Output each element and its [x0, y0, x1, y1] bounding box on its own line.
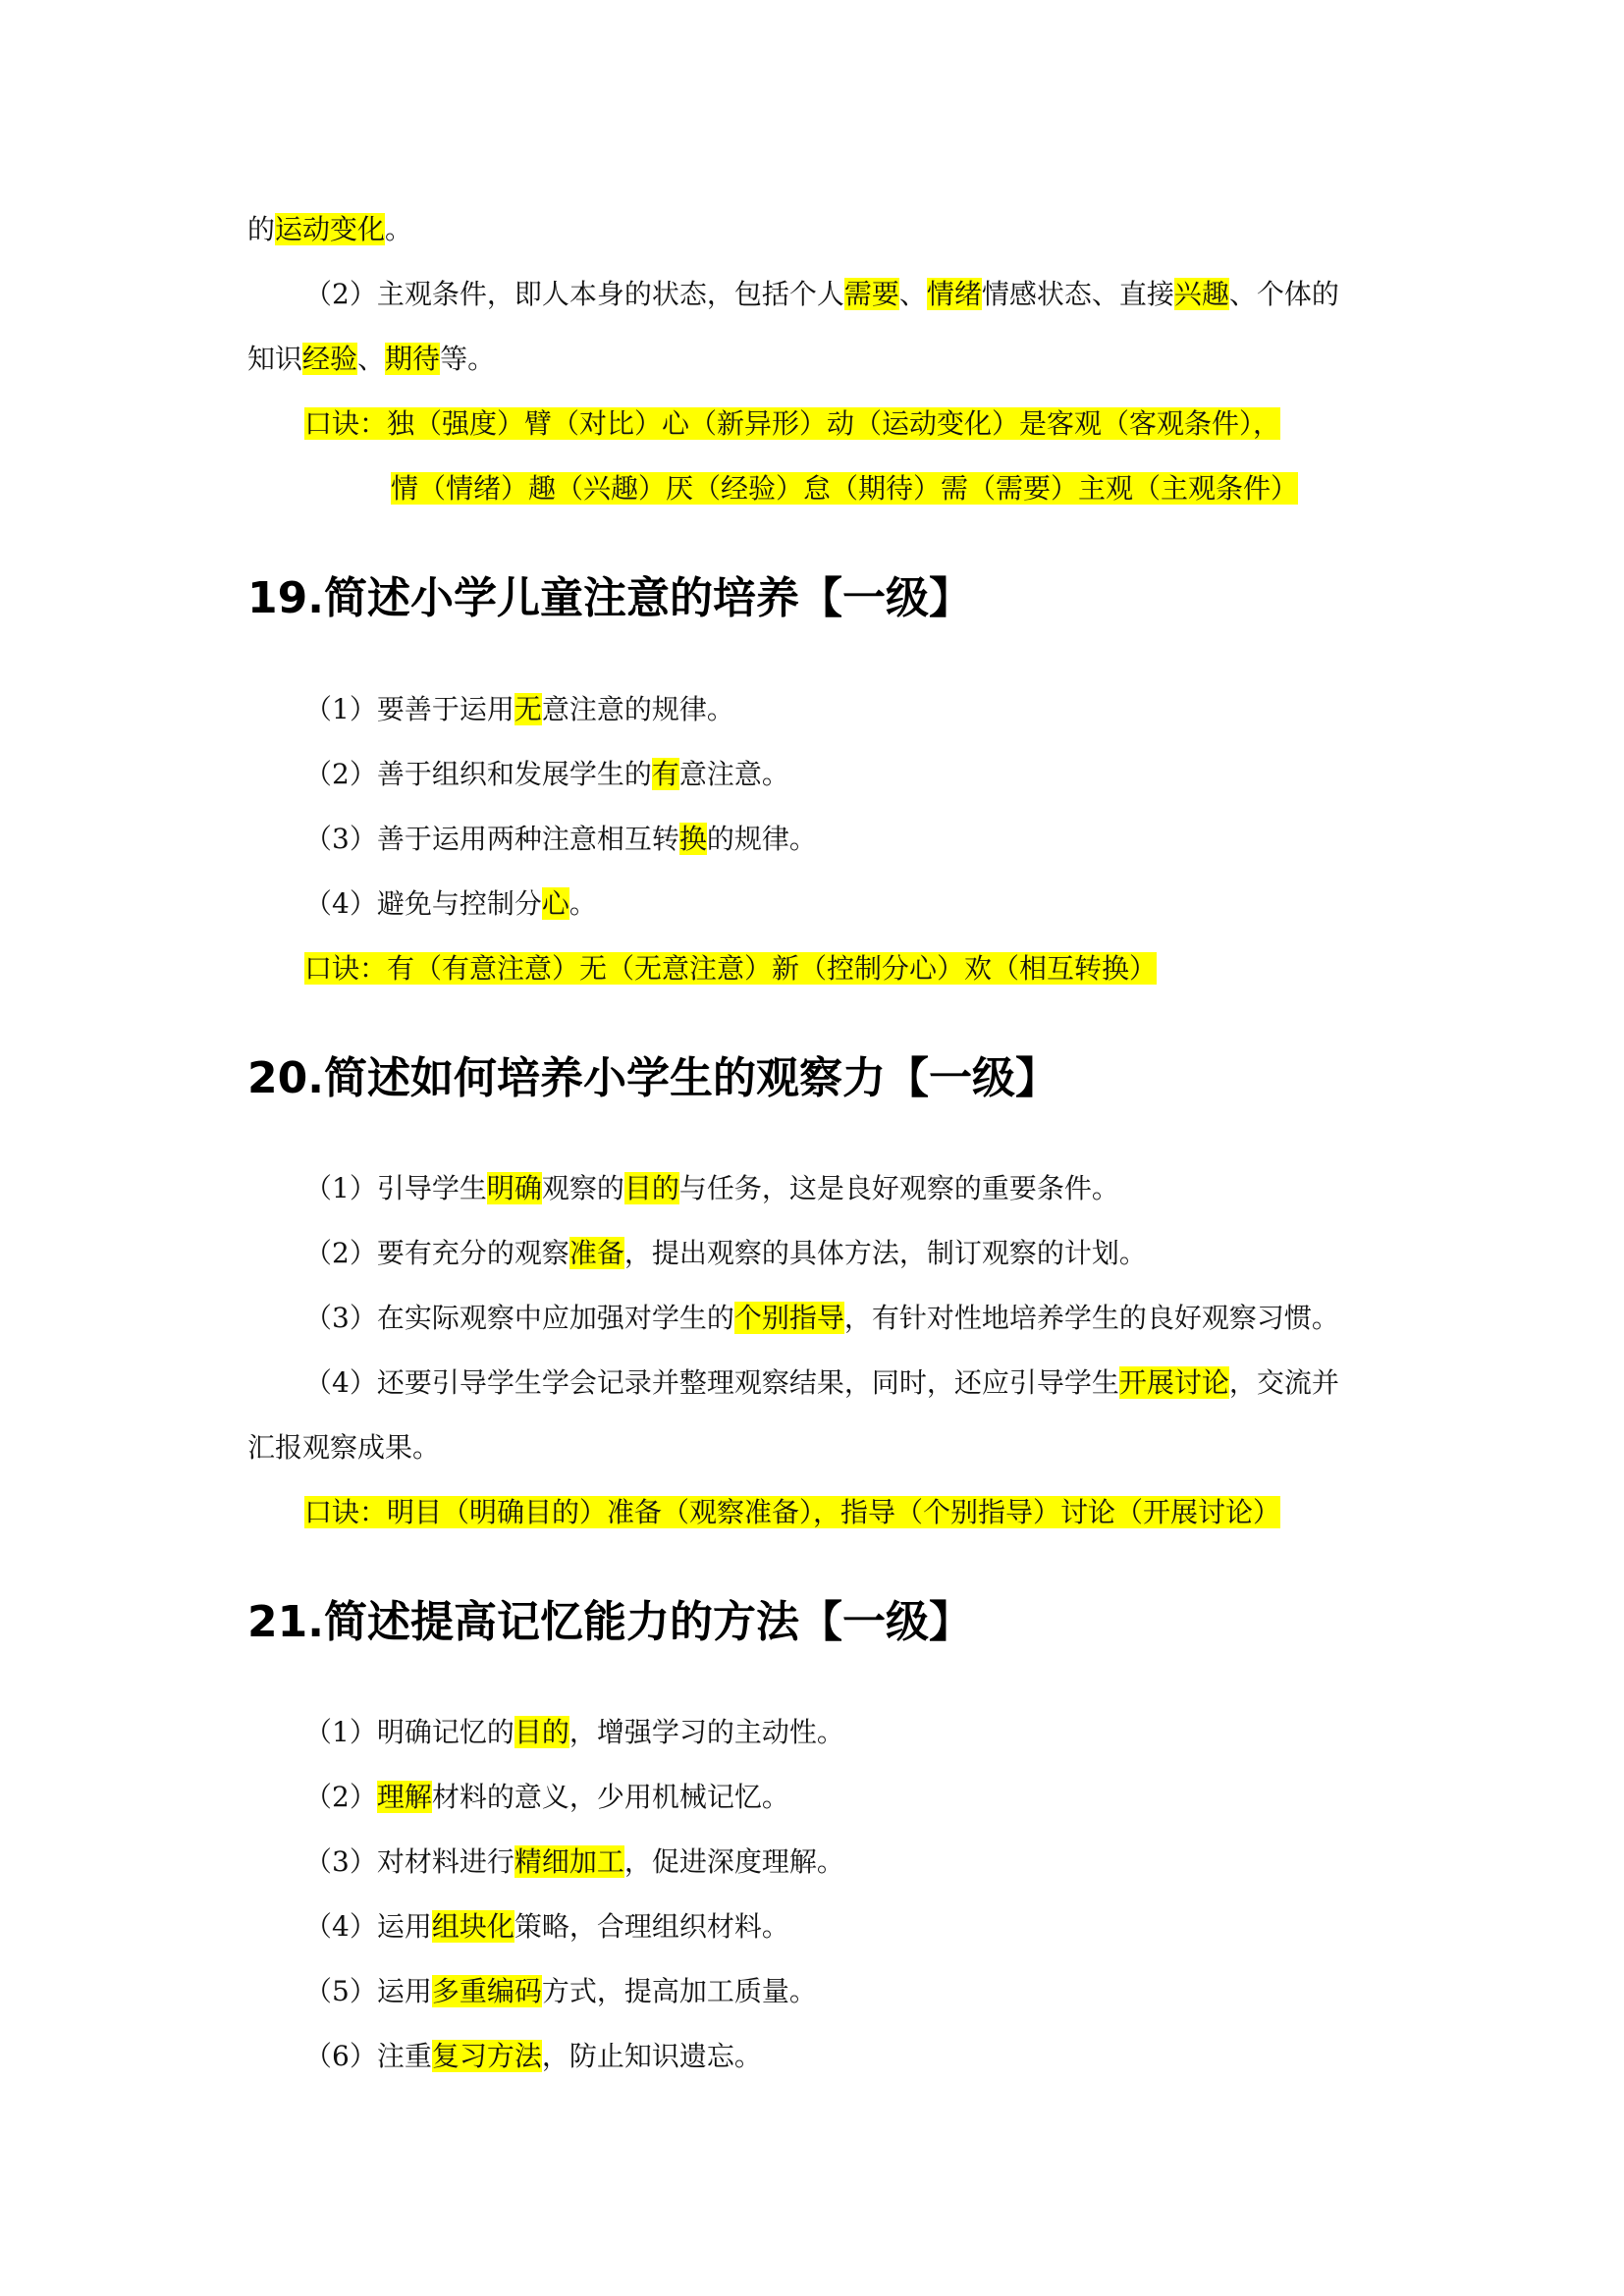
text-fragment: （3）善于运用两种注意相互转 — [304, 823, 679, 855]
highlighted-keyword: 换 — [678, 823, 707, 855]
section-19-item-4 — [304, 884, 1453, 924]
text-fragment: （6）注重 — [304, 2040, 432, 2072]
highlighted-keyword: 经验 — [302, 343, 358, 375]
text-fragment: （1）明确记忆的 — [304, 1716, 514, 1748]
highlighted-keyword: 目的 — [623, 1172, 679, 1204]
section-21-item-6 — [304, 2037, 1453, 2076]
highlighted-keyword: 理解 — [376, 1781, 432, 1813]
highlighted-keyword: 心 — [541, 887, 569, 920]
section-19-mnemonic — [304, 949, 1453, 988]
mnemonic-text: 情（情绪）趣（兴趣）厌（经验）怠（期待）需（需要）主观（主观条件） — [391, 472, 1299, 505]
highlighted-keyword: 目的 — [514, 1716, 569, 1748]
section-20-heading: 20.简述如何培养小学生的观察力【一级】 — [247, 1053, 1058, 1103]
text-fragment: 观察的 — [541, 1172, 624, 1204]
section-19-heading: 19.简述小学儿童注意的培养【一级】 — [247, 573, 972, 623]
highlighted-keyword: 有 — [651, 758, 679, 790]
text-fragment: ，交流并 — [1228, 1366, 1339, 1399]
section-21-item-4 — [304, 1907, 1453, 1947]
text-fragment: ，促进深度理解。 — [623, 1845, 844, 1878]
text-fragment: （1）引导学生 — [304, 1172, 487, 1204]
text-fragment: 材料的意义，少用机械记忆。 — [431, 1781, 789, 1813]
text-fragment: （5）运用 — [304, 1975, 432, 2007]
text-fragment: 、 — [898, 278, 927, 310]
text-fragment: 与任务，这是良好观察的重要条件。 — [678, 1172, 1119, 1204]
section-21-item-1 — [304, 1713, 1453, 1752]
section-20-item-1 — [304, 1169, 1453, 1208]
continuation-line-2 — [304, 275, 1453, 314]
highlighted-keyword: 精细加工 — [514, 1845, 624, 1878]
section-21-item-2 — [304, 1778, 1453, 1817]
text-fragment: （2） — [304, 1781, 377, 1813]
text-fragment: （1）要善于运用 — [304, 693, 514, 725]
mnemonic-text: 口诀：独（强度）臂（对比）心（新异形）动（运动变化）是客观（客观条件）， — [304, 407, 1281, 440]
section-20-item-4 — [304, 1363, 1453, 1403]
text-fragment: 。 — [568, 887, 597, 920]
highlighted-keyword: 组块化 — [431, 1910, 514, 1943]
highlighted-keyword: 开展讨论 — [1118, 1366, 1229, 1399]
highlighted-keyword: 多重编码 — [431, 1975, 542, 2007]
highlighted-keyword: 运动变化 — [275, 213, 386, 245]
text-fragment: 方式，提高加工质量。 — [541, 1975, 817, 2007]
text-fragment: 意注意的规律。 — [541, 693, 734, 725]
text-fragment: （2）主观条件，即人本身的状态，包括个人 — [304, 278, 844, 310]
mnemonic-text: 口诀：明目（明确目的）准备（观察准备），指导（个别指导）讨论（开展讨论） — [304, 1496, 1281, 1528]
text-fragment: （2）善于组织和发展学生的 — [304, 758, 652, 790]
text-fragment: 策略，合理组织材料。 — [514, 1910, 789, 1943]
text-fragment: ，增强学习的主动性。 — [568, 1716, 844, 1748]
section-21-item-3 — [304, 1842, 1453, 1882]
continuation-line-3 — [247, 340, 1396, 379]
highlighted-keyword: 情绪 — [926, 278, 982, 310]
text-fragment: （3）对材料进行 — [304, 1845, 514, 1878]
text-fragment: 意注意。 — [678, 758, 789, 790]
section-20-mnemonic — [304, 1493, 1453, 1532]
text-fragment: 。 — [385, 213, 413, 245]
text-fragment: 、 — [357, 343, 386, 375]
text-fragment: （4）还要引导学生学会记录并整理观察结果，同时，还应引导学生 — [304, 1366, 1119, 1399]
highlighted-keyword: 准备 — [568, 1237, 624, 1269]
text-fragment: 知识 — [247, 343, 303, 375]
highlighted-keyword: 个别指导 — [733, 1302, 844, 1334]
section-19-item-3 — [304, 820, 1453, 859]
mnemonic-line-1 — [304, 404, 1453, 444]
text-fragment: （4）避免与控制分 — [304, 887, 542, 920]
mnemonic-text: 口诀：有（有意注意）无（无意注意）新（控制分心）欢（相互转换） — [304, 952, 1158, 985]
highlighted-keyword: 期待 — [385, 343, 441, 375]
text-fragment: ，提出观察的具体方法，制订观察的计划。 — [623, 1237, 1147, 1269]
text-fragment: 的规律。 — [706, 823, 817, 855]
section-20-item-3 — [304, 1299, 1453, 1338]
text-fragment: 、个体的 — [1228, 278, 1339, 310]
highlighted-keyword: 兴趣 — [1173, 278, 1229, 310]
section-19-item-2 — [304, 755, 1453, 794]
section-20-item-2 — [304, 1234, 1453, 1273]
highlighted-keyword: 明确 — [486, 1172, 542, 1204]
text-fragment: ，防止知识遗忘。 — [541, 2040, 762, 2072]
mnemonic-line-2 — [391, 469, 1540, 508]
continuation-line-1 — [247, 210, 1396, 249]
text-fragment: 等。 — [440, 343, 496, 375]
text-fragment: ，有针对性地培养学生的良好观察习惯。 — [843, 1302, 1339, 1334]
text-fragment: 情感状态、直接 — [981, 278, 1174, 310]
highlighted-keyword: 复习方法 — [431, 2040, 542, 2072]
section-20-item-4-continued: 汇报观察成果。 — [247, 1431, 441, 1464]
section-21-item-5 — [304, 1972, 1453, 2011]
text-fragment: （3）在实际观察中应加强对学生的 — [304, 1302, 734, 1334]
text-fragment: （2）要有充分的观察 — [304, 1237, 569, 1269]
section-19-item-1 — [304, 690, 1453, 729]
text-fragment: （4）运用 — [304, 1910, 432, 1943]
highlighted-keyword: 无 — [514, 693, 542, 725]
text-fragment: 的 — [247, 213, 276, 245]
section-21-heading: 21.简述提高记忆能力的方法【一级】 — [247, 1597, 972, 1647]
highlighted-keyword: 需要 — [843, 278, 899, 310]
